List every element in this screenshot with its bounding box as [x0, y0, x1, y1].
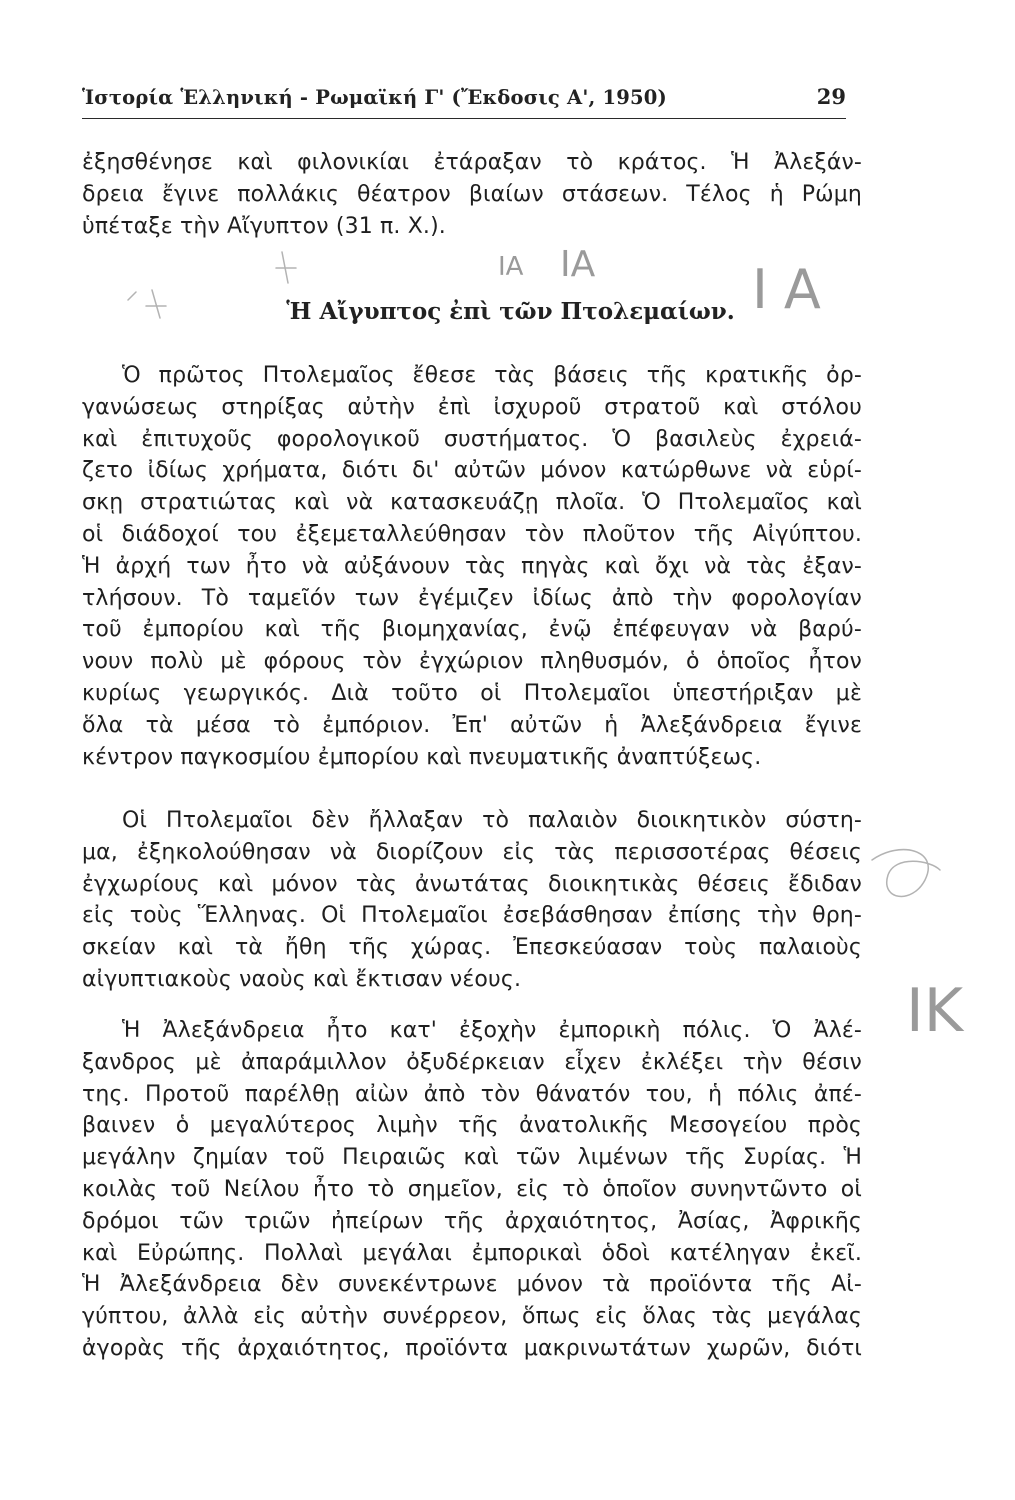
handwritten-note: ΙΑ [498, 252, 524, 282]
page-number: 29 [816, 84, 846, 109]
text-line: ὑπέταξε τὴν Αἴγυπτον (31 π. Χ.). [82, 213, 446, 239]
text-line: γανώσεως στηρίξας αὐτὴν ἐπὶ ἰσχυροῦ στρατοῦ καὶ στόλου [82, 394, 862, 420]
section-top-text [82, 147, 862, 242]
text-line: ζετο ἰδίως χρήματα, διότι δι' αὐτῶν μόνον κατώρθωνε νὰ εὑρί- [82, 458, 862, 484]
text-line: ἀγορὰς τῆς ἀρχαιότητος, προϊόντα μακρινωτάτων χωρῶν, διότι [82, 1335, 862, 1361]
header-title: Ἱστορία Ἑλληνική - Ρωμαϊκή Γ' (Ἔκδοσις Α', 1950) [82, 86, 667, 109]
text-line: Ὁ πρῶτος Πτολεμαῖος ἔθεσε τὰς βάσεις τῆς κρατικῆς ὀρ- [122, 363, 862, 388]
section-heading [0, 298, 1015, 325]
text-line: βαινεν ὁ μεγαλύτερος λιμὴν τῆς ἀνατολικῆς Μεσογείου πρὸς [82, 1113, 862, 1139]
text-line: Ἡ Ἀλεξάνδρεια δὲν συνεκέντρωνε μόνον τὰ προϊόντα τῆς Αἰ- [82, 1272, 862, 1298]
text-line: οἱ διάδοχοί του ἐξεμεταλλεύθησαν τὸν πλοῦτον τῆς Αἰγύπτου. [82, 521, 862, 547]
handwritten-note: ΙΚ [906, 976, 964, 1046]
text-line: κυρίως γεωργικός. Διὰ τοῦτο οἱ Πτολεμαῖοι ὑπεστήριξαν μὲ [82, 680, 862, 706]
text-line: σκείαν καὶ τὰ ἤθη τῆς χώρας. Ἐπεσκεύασαν τοὺς παλαιοὺς [82, 935, 862, 961]
text-line: Ἡ ἀρχή των ἦτο νὰ αὐξάνουν τὰς πηγὰς καὶ ὄχι νὰ τὰς ἐξαν- [82, 553, 862, 579]
text-line: αἰγυπτιακοὺς ναοὺς καὶ ἔκτισαν νέους. [82, 966, 522, 992]
text-line: δρόμοι τῶν τριῶν ἠπείρων τῆς ἀρχαιότητος, Ἀσίας, Ἀφρικῆς [82, 1208, 862, 1234]
text-line: νουν πολὺ μὲ φόρους τὸν ἐγχώριον πληθυσμόν, ὁ ὁποῖος ἦτον [82, 649, 862, 675]
text-line: καὶ Εὐρώπης. Πολλαὶ μεγάλαι ἐμπορικαὶ ὁδοὶ κατέληγαν ἐκεῖ. [82, 1240, 862, 1266]
text-line: μα, ἐξηκολούθησαν νὰ διορίζουν εἰς τὰς περισσοτέρας θέσεις [82, 839, 862, 865]
handwritten-note: ΙΑ [752, 258, 837, 321]
text-line: ἐγχωρίους καὶ μόνον τὰς ἀνωτάτας διοικητικὰς θέσεις ἔδιδαν [82, 871, 862, 897]
text-line: δρεια ἔγινε πολλάκις θέατρον βιαίων στάσεων. Τέλος ἡ Ρώμη [82, 181, 862, 207]
text-line: σκῃ στρατιώτας καὶ νὰ κατασκευάζῃ πλοῖα. Ὁ Πτολεμαῖος καὶ [82, 490, 862, 516]
text-line: κοιλὰς τοῦ Νείλου ἦτο τὸ σημεῖον, εἰς τὸ ὁποῖον συνηντῶντο οἱ [82, 1176, 862, 1202]
text-line: ἐξησθένησε καὶ φιλονικίαι ἐτάραξαν τὸ κράτος. Ἡ Ἀλεξάν- [82, 150, 862, 175]
text-line: καὶ ἐπιτυχοῦς φορολογικοῦ συστήματος. Ὁ βασιλεὺς ἐχρειά- [82, 426, 862, 452]
text-line: κέντρον παγκοσμίου ἐμπορίου καὶ πνευματικῆς ἀναπτύξεως. [82, 744, 762, 770]
text-line: ὅλα τὰ μέσα τὸ ἐμπόριον. Ἐπ' αὐτῶν ἡ Ἀλεξάνδρεια ἔγινε [82, 712, 862, 738]
text-line: τλήσουν. Τὸ ταμεῖόν των ἐγέμιζεν ἰδίως ἀπὸ τὴν φορολογίαν [82, 585, 862, 611]
text-line: της. Προτοῦ παρέλθῃ αἰὼν ἀπὸ τὸν θάνατόν του, ἡ πόλις ἀπέ- [82, 1081, 862, 1107]
handwritten-note: ΙΑ [560, 244, 596, 285]
paragraph-2 [82, 805, 862, 996]
pencil-doodle [872, 850, 940, 897]
paragraph-1 [82, 360, 862, 773]
text-line: τοῦ ἐμπορίου καὶ τῆς βιομηχανίας, ἐνῷ ἐπέφευγαν νὰ βαρύ- [82, 617, 862, 643]
text-line: μεγάλην ζημίαν τοῦ Πειραιῶς καὶ τῶν λιμένων τῆς Συρίας. Ἡ [82, 1145, 862, 1171]
running-header [82, 84, 846, 119]
text-line: Ἡ Ἀλεξάνδρεια ἦτο κατ' ἐξοχὴν ἐμπορικὴ πόλις. Ὁ Ἀλέ- [122, 1018, 862, 1043]
text-line: γύπτου, ἀλλὰ εἰς αὐτὴν συνέρρεον, ὅπως εἰς ὅλας τὰς μεγάλας [82, 1304, 862, 1330]
text-line: ξανδρος μὲ ἀπαράμιλλον ὀξυδέρκειαν εἶχεν ἐκλέξει τὴν θέσιν [82, 1049, 862, 1075]
text-line: Οἱ Πτολεμαῖοι δὲν ἤλλαξαν τὸ παλαιὸν διοικητικὸν σύστη- [122, 808, 862, 833]
text-line: εἰς τοὺς Ἕλληνας. Οἱ Πτολεμαῖοι ἐσεβάσθησαν ἐπίσης τὴν θρη- [82, 903, 862, 929]
paragraph-3 [82, 1015, 862, 1365]
pencil-mark [276, 252, 296, 283]
heading-text: Ἡ Αἴγυπτος ἐπὶ τῶν Πτολεμαίων. [286, 298, 735, 325]
